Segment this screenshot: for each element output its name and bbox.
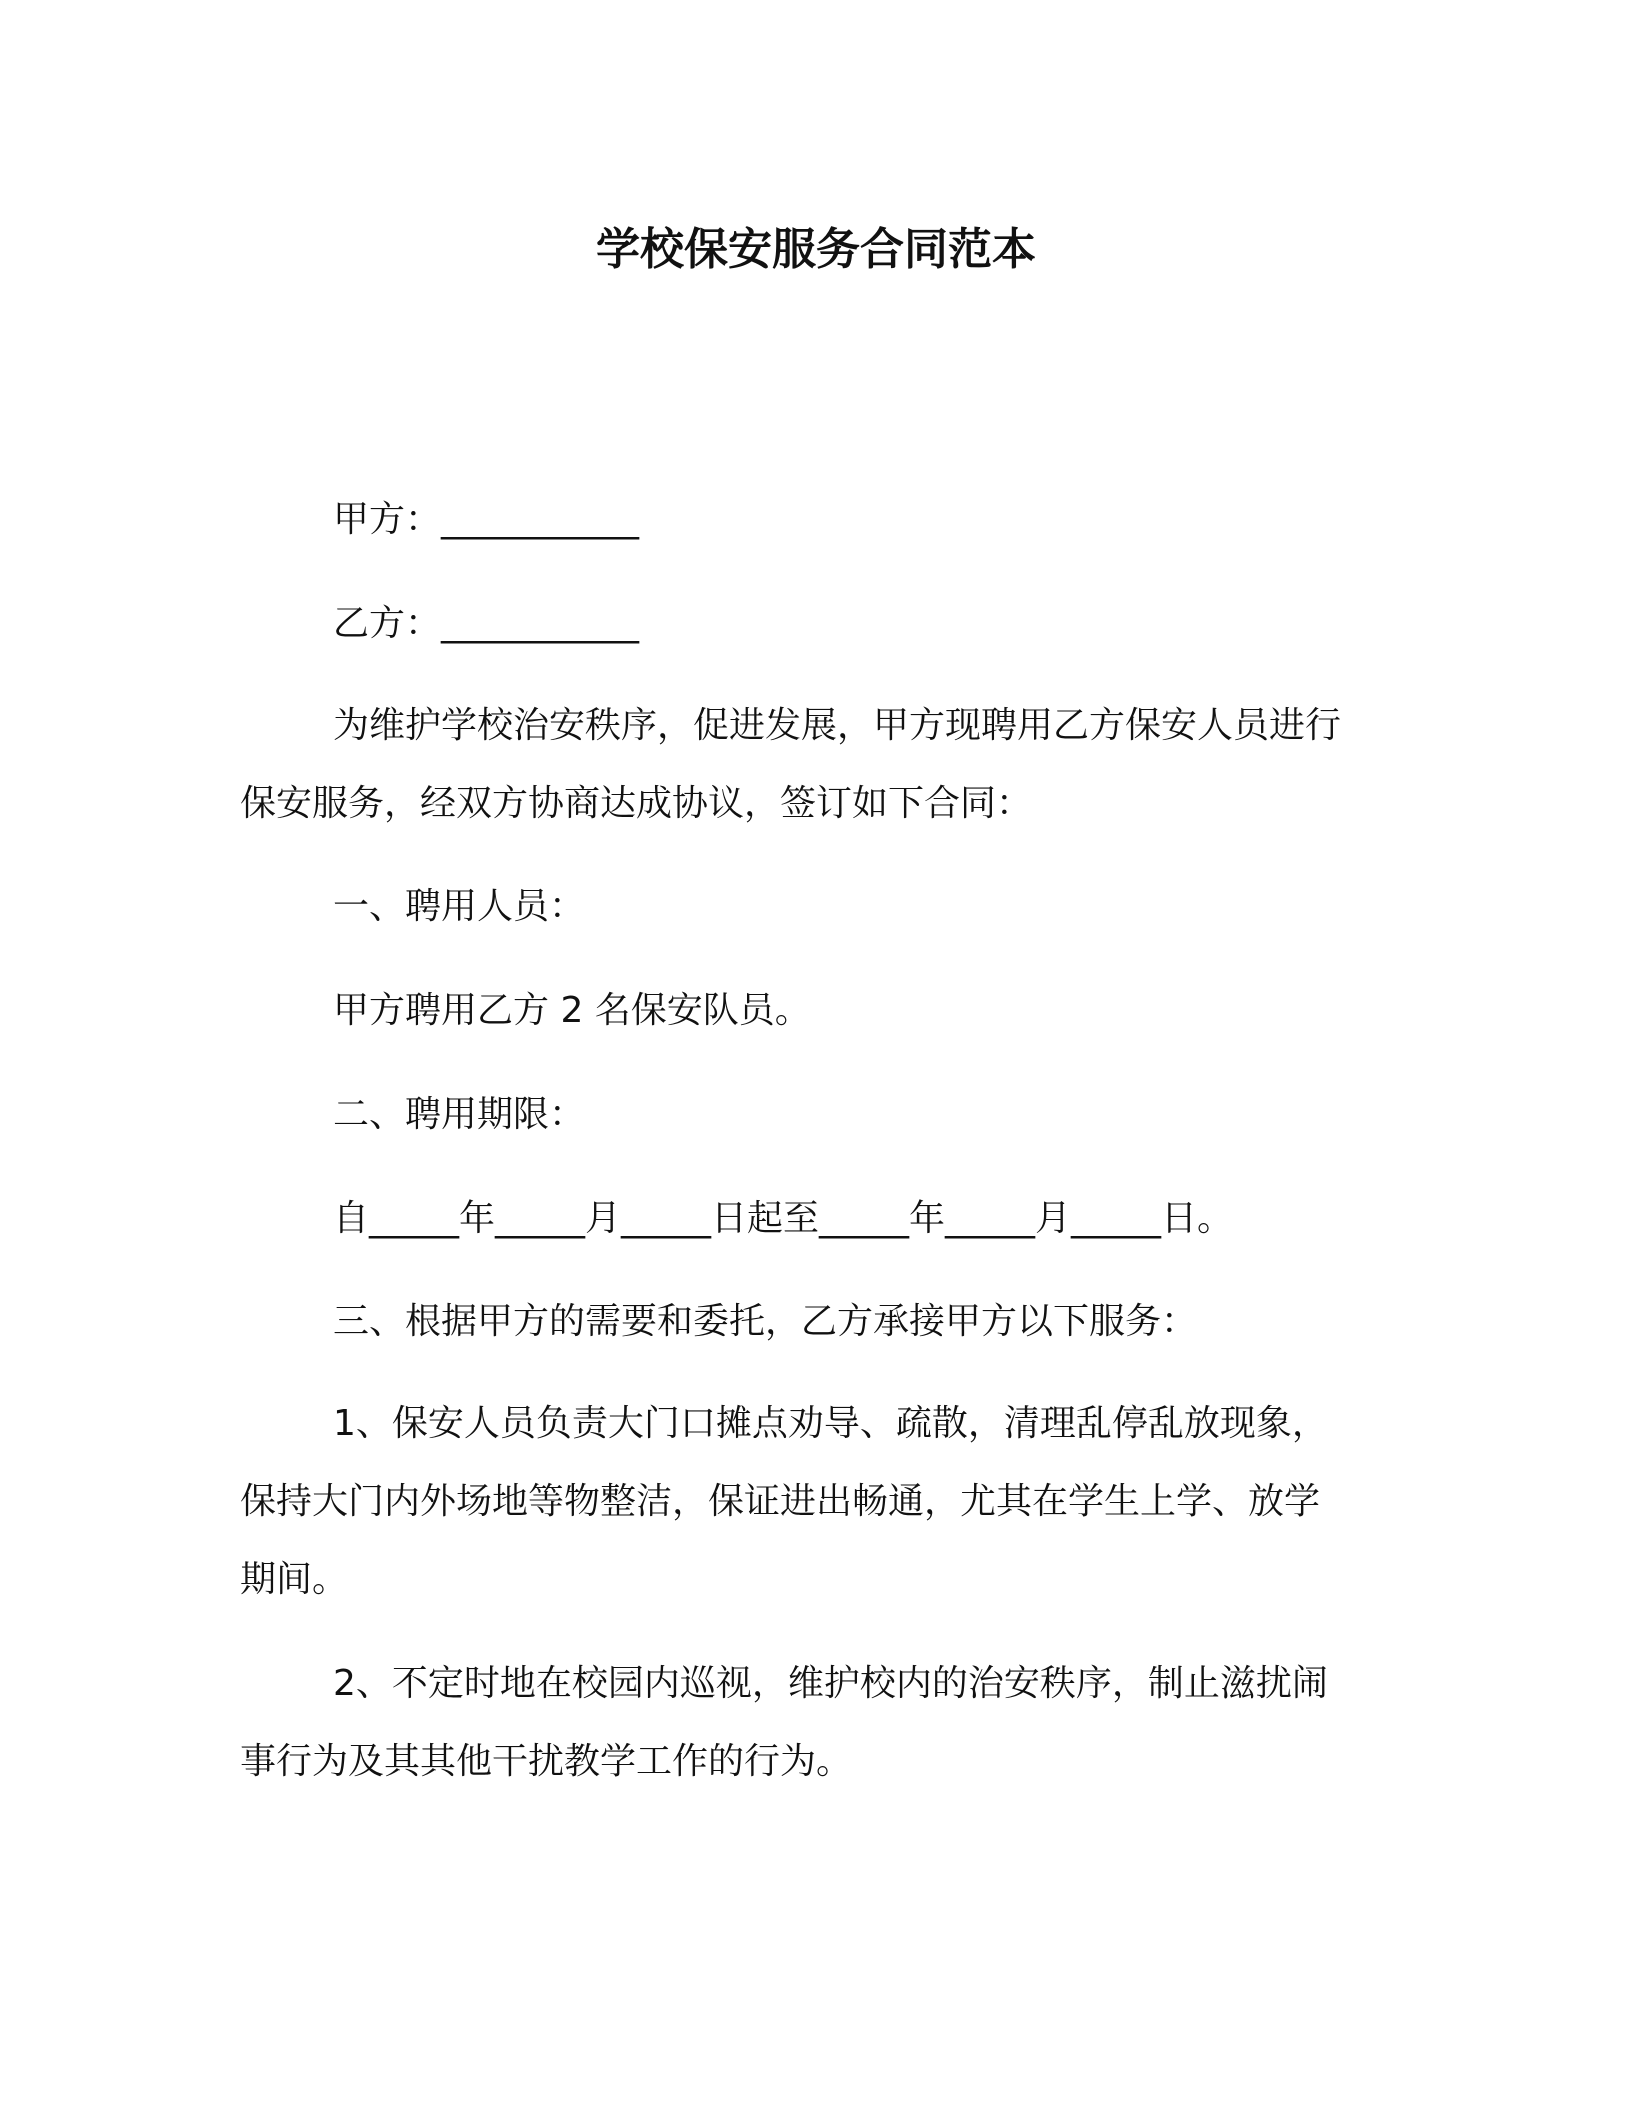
preamble-line-1: 为维护学校治安秩序，促进发展，甲方现聘用乙方保安人员进行 (333, 705, 1342, 746)
item2-line-1: 2、不定时地在校园内巡视，维护校内的治安秩序，制止滋扰闹 (333, 1663, 1328, 1704)
section1-body: 甲方聘用乙方 2 名保安队员。 (333, 990, 811, 1031)
item2-line-2: 事行为及其其他干扰教学工作的行为。 (240, 1741, 853, 1782)
item1-line-1: 1、保安人员负责大门口摊点劝导、疏散，清理乱停乱放现象， (333, 1403, 1328, 1444)
section2-body: 自_____年_____月_____日起至_____年_____月_____日。 (333, 1198, 1234, 1239)
document-title: 学校保安服务合同范本 (596, 224, 1036, 275)
preamble-line-2: 保安服务，经双方协商达成协议，签订如下合同： (240, 783, 1033, 824)
section2-heading: 二、聘用期限： (333, 1094, 586, 1135)
item1-line-3: 期间。 (240, 1559, 349, 1600)
section3-heading: 三、根据甲方的需要和委托，乙方承接甲方以下服务： (333, 1301, 1198, 1342)
section1-heading: 一、聘用人员： (333, 886, 586, 927)
party-b-line: 乙方：___________ (333, 603, 640, 644)
party-a-line: 甲方：___________ (333, 499, 640, 540)
item1-line-2: 保持大门内外场地等物整洁，保证进出畅通，尤其在学生上学、放学 (240, 1481, 1321, 1522)
